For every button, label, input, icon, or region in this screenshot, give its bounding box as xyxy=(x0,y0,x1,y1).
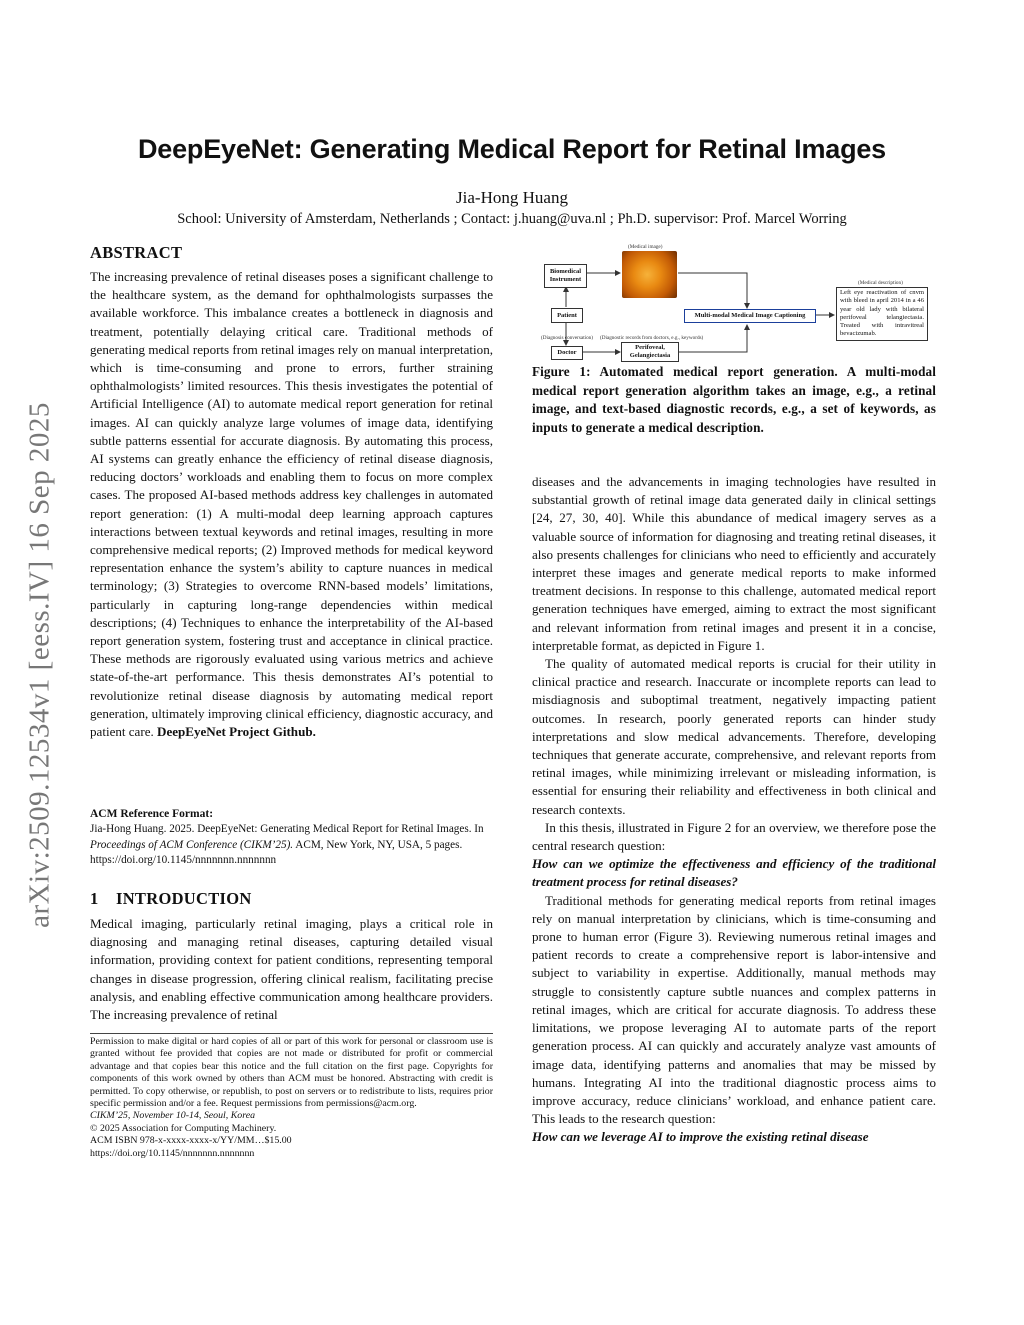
project-github-link[interactable]: DeepEyeNet Project Github. xyxy=(157,724,316,740)
doctor-box: Doctor xyxy=(551,346,583,360)
author-name: Jia-Hong Huang xyxy=(456,188,568,207)
paper-title: DeepEyeNet: Generating Medical Report for Retinal Images xyxy=(138,134,886,164)
retinal-image xyxy=(622,251,677,298)
acm-reference-text: Jia-Hong Huang. 2025. DeepEyeNet: Generating Medical Report for Retinal Images. In Proceedings of ACM Conference (CIKM’25). ACM, New York, NY, USA, 5 pages. https://doi.org/10.1145/nnnnnnn.nnnnnnn xyxy=(90,823,484,866)
introduction-heading: 1 INTRODUCTION xyxy=(90,889,252,908)
abstract-section xyxy=(90,243,493,741)
paragraph-1: diseases and the advancements in imaging technologies have resulted in substantial growth of retinal image data generated daily in clinical settings [24, 27, 30, 40]. While this abundance of medical imagery serves as a valuable source of information for diagnosing and treating retinal diseases, it also presents challenges for clinicians who need to efficiently and accurately interpret these images and generate medical reports to make informed treatment decisions. In response to this challenge, automated medical report generation techniques have emerged, aiming to extract the most significant and relevant information from retinal images and present it in a concise, interpretable format, as depicted in Figure 1. xyxy=(532,474,936,653)
biomedical-instrument-box: Biomedical Instrument xyxy=(544,264,587,288)
abstract-body xyxy=(90,268,493,741)
figure-1-caption: Figure 1: Automated medical report generation. A multi-modal medical report generation algorithm takes an image, e.g., a retinal image, and text-based diagnostic records, e.g., a set of keywords, as inputs to generate a medical description. xyxy=(532,364,936,435)
copyright-footnote xyxy=(90,1036,493,1160)
keywords-box: Perifoveal, Gelangiectasia xyxy=(621,342,679,362)
author-affiliation: School: University of Amsterdam, Netherlands ; Contact: j.huang@uva.nl ; Ph.D. supervisor: Prof. Marcel Worring xyxy=(177,211,847,227)
paragraph-2: The quality of automated medical reports is crucial for their utility in clinical practice and research. Inaccurate or incomplete reports can lead to misdiagnosis and suboptimal treatment, negatively impacting patient outcomes. In research, poorly generated reports can hinder study interpretations and slow medical advancements. Therefore, developing techniques that generate accurate, comprehensive, and relevant reports from retinal images, while minimizing irrelevant or misleading information, is essential for ensuring their reliability and effectiveness in both clinical and research contexts. xyxy=(532,656,936,817)
conference-info: CIKM’25, November 10-14, Seoul, Korea xyxy=(90,1110,256,1122)
medical-description-label: (Medical description) xyxy=(858,280,903,286)
figure-1-diagram xyxy=(532,243,936,361)
doi-line[interactable]: https://doi.org/10.1145/nnnnnnn.nnnnnnn xyxy=(90,1147,255,1159)
diagnosis-conversation-label: (Diagnosis conversation) xyxy=(541,335,594,341)
acm-reference-heading: ACM Reference Format: xyxy=(90,808,214,820)
captioning-model-box: Multi-modal Medical Image Captioning xyxy=(684,309,816,323)
abstract-heading: ABSTRACT xyxy=(90,243,183,262)
right-column-body xyxy=(532,473,936,1147)
acm-reference xyxy=(90,808,493,869)
arxiv-identifier: arXiv:2509.12534v1 [eess.IV] 16 Sep 2025 xyxy=(23,402,56,928)
medical-description-box: Left eye reactivation of cnvm with bleed in april 2014 in a 46 year old lady with bilateral perifoveal telangiectasia. Treated with intravitreal bevacizumab. xyxy=(836,287,928,341)
medical-image-label: (Medical image) xyxy=(628,244,663,250)
diagnostic-records-label: (Diagnostic records from doctors, e.g., keywords) xyxy=(600,335,704,341)
permission-notice: Permission to make digital or hard copies of all or part of this work for personal or classroom use is granted without fee provided that copies are not made or distributed for profit or commercial advantage and that copies bear this notice and the full citation on the first page. Copyrights for components of this work owned by others than ACM must be honored. Abstracting with credit is permitted. To copy otherwise, or republish, to post on servers or to redistribute to lists, requires prior specific permission and/or a fee. Request permissions from permissions@acm.org. xyxy=(90,1036,493,1110)
copyright-line: © 2025 Association for Computing Machinery. xyxy=(90,1122,277,1134)
footnote-rule xyxy=(90,1033,493,1034)
abstract-text: The increasing prevalence of retinal diseases poses a significant challenge to the healthcare system, as the demand for ophthalmologists surpasses the available workforce. This imbalance creates a bottleneck in diagnosis and treatment, potentially delaying critical care. Traditional methods of generating medical reports from retinal images rely on manual interpretation, which is time-consuming and prone to errors, further straining ophthalmologists’ limited resources. This thesis investigates the potential of Artificial Intelligence (AI) to automate medical report generation for retinal images. AI can quickly analyze large volumes of image data, identifying subtle patterns essential for accurate diagnosis. By automating this process, AI systems can greatly enhance the efficiency of retinal disease diagnosis, reducing doctors’ workloads and enabling them to focus on more complex cases. The proposed AI-based methods address key challenges in automated report generation: (1) A multi-modal deep learning approach captures interactions between textual keywords and retinal images, resulting in more comprehensive medical reports; (2) Improved methods for medical keyword representation enhance the system’s ability to capture nuances in medical terminology; (3) Strategies to overcome RNN-based models’ limitations, particularly in capturing long-range dependencies within medical descriptions; (4) Techniques to enhance the interpretability of the AI-based report generation system, fostering trust and acceptance in clinical practice. These methods are rigorously evaluated using various metrics and achieve state-of-the-art performance. This thesis demonstrates AI’s potential to revolutionize retinal disease diagnosis by automating medical report generation, ultimately improving clinical efficiency, diagnostic accuracy, and patient care. xyxy=(90,269,493,740)
research-question-2: How can we leverage AI to improve the existing retinal disease xyxy=(532,1129,869,1145)
paragraph-3: In this thesis, illustrated in Figure 2 for an overview, we therefore pose the central research question: xyxy=(532,819,936,854)
research-question-1: How can we optimize the effectiveness and efficiency of the traditional treatment process for retinal diseases? xyxy=(532,856,936,890)
introduction-paragraph: Medical imaging, particularly retinal imaging, plays a critical role in diagnosing and managing retinal diseases, capturing detailed visual information, providing context for patient conditions, representing temporal changes in disease progression, offering clinical realism, facilitating precise analysis, and enabling effective communication among healthcare providers. The increasing prevalence of retinal xyxy=(90,916,493,1023)
isbn-line: ACM ISBN 978-x-xxxx-xxxx-x/YY/MM…$15.00 xyxy=(90,1135,292,1147)
introduction-section xyxy=(90,889,493,1024)
patient-box: Patient xyxy=(551,308,583,323)
paragraph-4: Traditional methods for generating medical reports from retinal images rely on manual interpretation by clinicians, which is time-consuming and prone to human error (Figure 3). Reviewing numerous retinal images and patient records to create a comprehensive report is labor-intensive and subject to variability in expertise. Additionally, manual methods may struggle to consistently capture subtle nuances and complex patterns in retinal images, which are critical for accurate diagnosis. To address these limitations, we propose leveraging AI to automate parts of the report generation process. AI can quickly and accurately analyze vast amounts of image data, identifying patterns and anomalies that may be missed by humans. Integrating AI into the traditional diagnostic process aims to improve accuracy, reduce clinicians’ workload, and enhance patient care. This leads to the research question: xyxy=(532,892,936,1127)
